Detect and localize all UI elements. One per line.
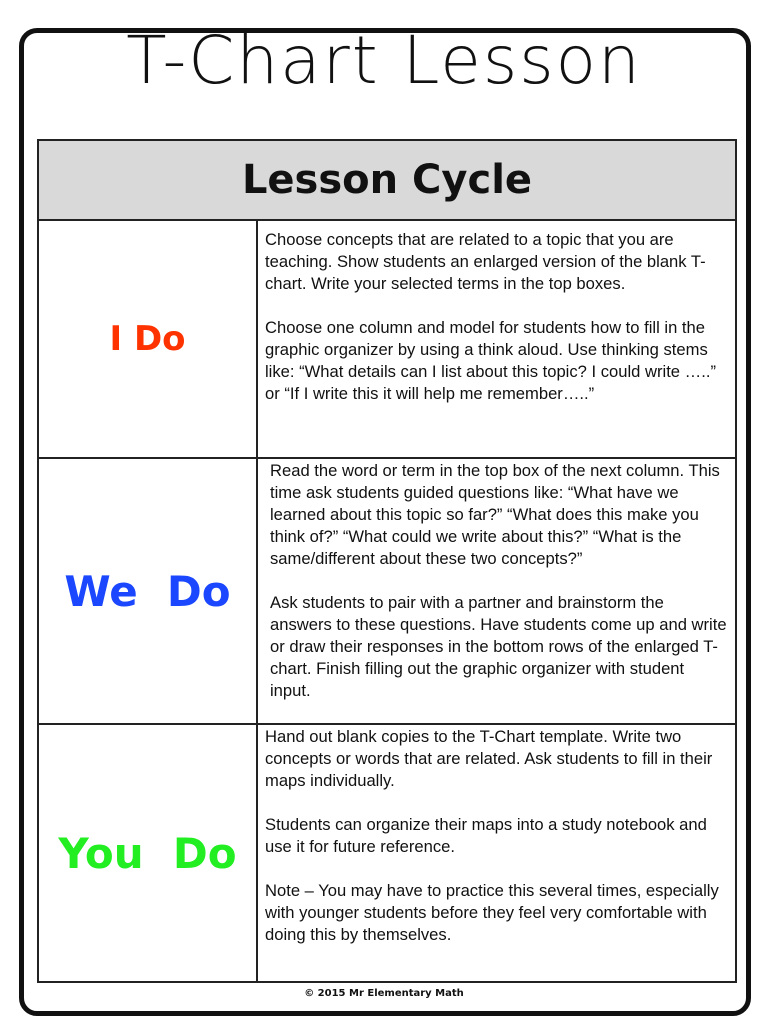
paragraph: Note – You may have to practice this several times, especially with younger students before they feel very comfortable with doing this by themselves. [265, 881, 719, 944]
row-label-i-do: I Do [109, 319, 186, 359]
row-description [265, 229, 727, 405]
page-title: T-Chart Lesson [126, 22, 642, 99]
row-label-we-do: We Do [64, 566, 231, 616]
row-we-do [39, 459, 735, 725]
row-you-do [39, 725, 735, 981]
table-header [39, 141, 735, 221]
paragraph: Read the word or term in the top box of the next column. This time ask students guided questions like: “What have we learned about this topic so far?” “What does this make you think of?” “What could we write about this?” “What is the same/different about these two concepts?” [270, 461, 720, 568]
copyright-footer: © 2015 Mr Elementary Math [304, 988, 464, 999]
row-label-cell [39, 459, 258, 723]
paragraph: Hand out blank copies to the T-Chart template. Write two concepts or words that are related. Ask students to fill in their maps individually. [265, 727, 713, 790]
paragraph: Students can organize their maps into a study notebook and use it for future reference. [265, 815, 707, 856]
row-description [270, 460, 727, 702]
paragraph: Choose concepts that are related to a topic that you are teaching. Show students an enlarged version of the blank T-chart. Write your selected terms in the top boxes. [265, 230, 706, 293]
lesson-cycle-table [37, 139, 737, 983]
row-label-you-do: You Do [58, 828, 237, 878]
row-label-cell [39, 725, 258, 981]
row-i-do [39, 221, 735, 459]
paragraph: Choose one column and model for students how to fill in the graphic organizer by using a think aloud. Use thinking stems like: “What details can I list about this topic? I could write …..” or “If I write this it will help me remember…..” [265, 318, 716, 403]
table-header-label: Lesson Cycle [241, 157, 533, 203]
paragraph: Ask students to pair with a partner and brainstorm the answers to these questions. Have students come up and write or draw their responses in the bottom rows of the enlarged T-chart. Finish filling out the graphic organizer with student input. [270, 593, 727, 700]
row-label-cell [39, 221, 258, 457]
row-description [265, 726, 727, 946]
